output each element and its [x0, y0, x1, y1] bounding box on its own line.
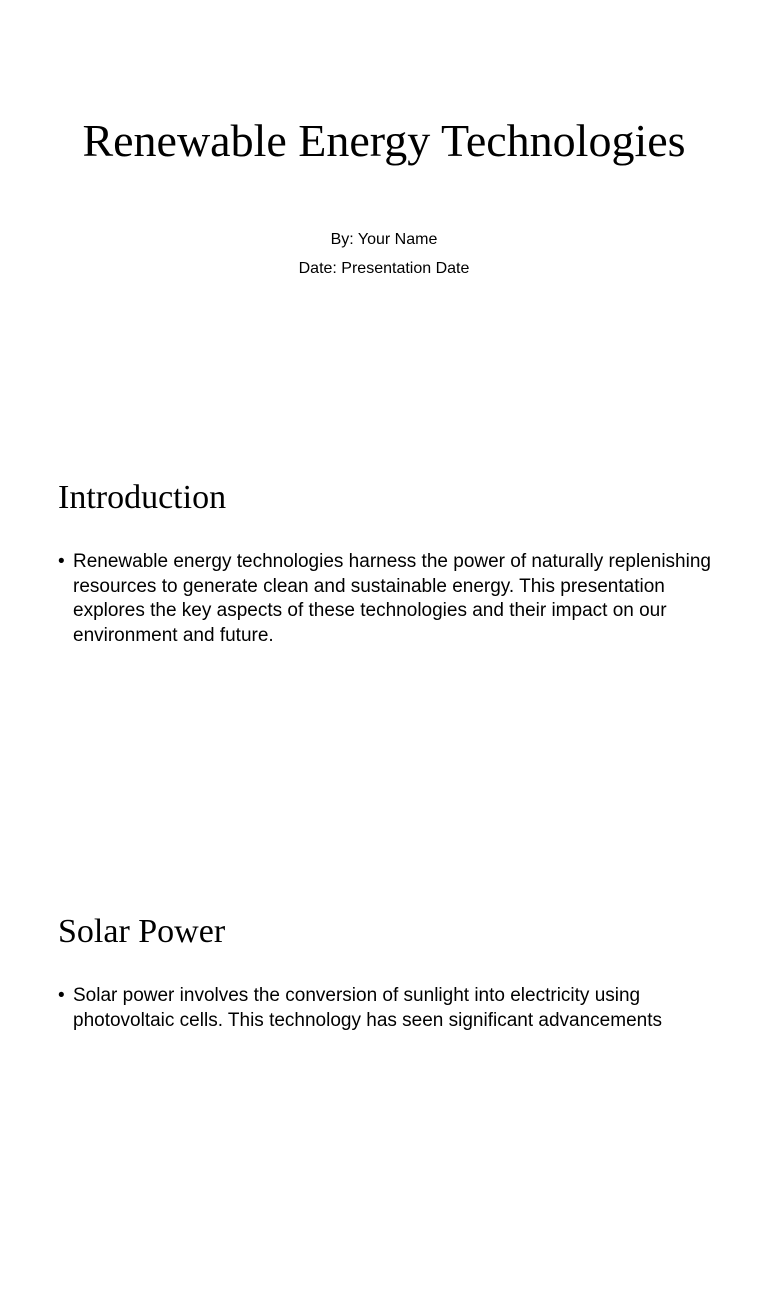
- bullet-list: [58, 984, 718, 1033]
- slide-heading: Solar Power: [58, 913, 226, 950]
- introduction-slide: [0, 434, 768, 866]
- bullet-item: [58, 984, 718, 1033]
- slide-heading: Introduction: [58, 479, 227, 516]
- title-slide: [0, 0, 768, 432]
- bullet-dot-icon: •: [58, 551, 65, 572]
- bullet-dot-icon: •: [58, 985, 65, 1006]
- solar-power-slide: [0, 868, 768, 1300]
- date-line: Date: Presentation Date: [298, 260, 470, 277]
- author-line: By: Your Name: [330, 231, 438, 248]
- bullet-text: Renewable energy technologies harness the power of naturally replenishing resources to generate clean and sustainable energy. This presentation explores the key aspects of these technologies and their impact on our environment and future.: [73, 551, 711, 646]
- bullet-item: [58, 550, 718, 648]
- bullet-list: [58, 550, 718, 648]
- bullet-text: Solar power involves the conversion of sunlight into electricity using photovoltaic cells. This technology has seen significant advancements: [73, 985, 662, 1031]
- presentation-title: Renewable Energy Technologies: [82, 115, 686, 166]
